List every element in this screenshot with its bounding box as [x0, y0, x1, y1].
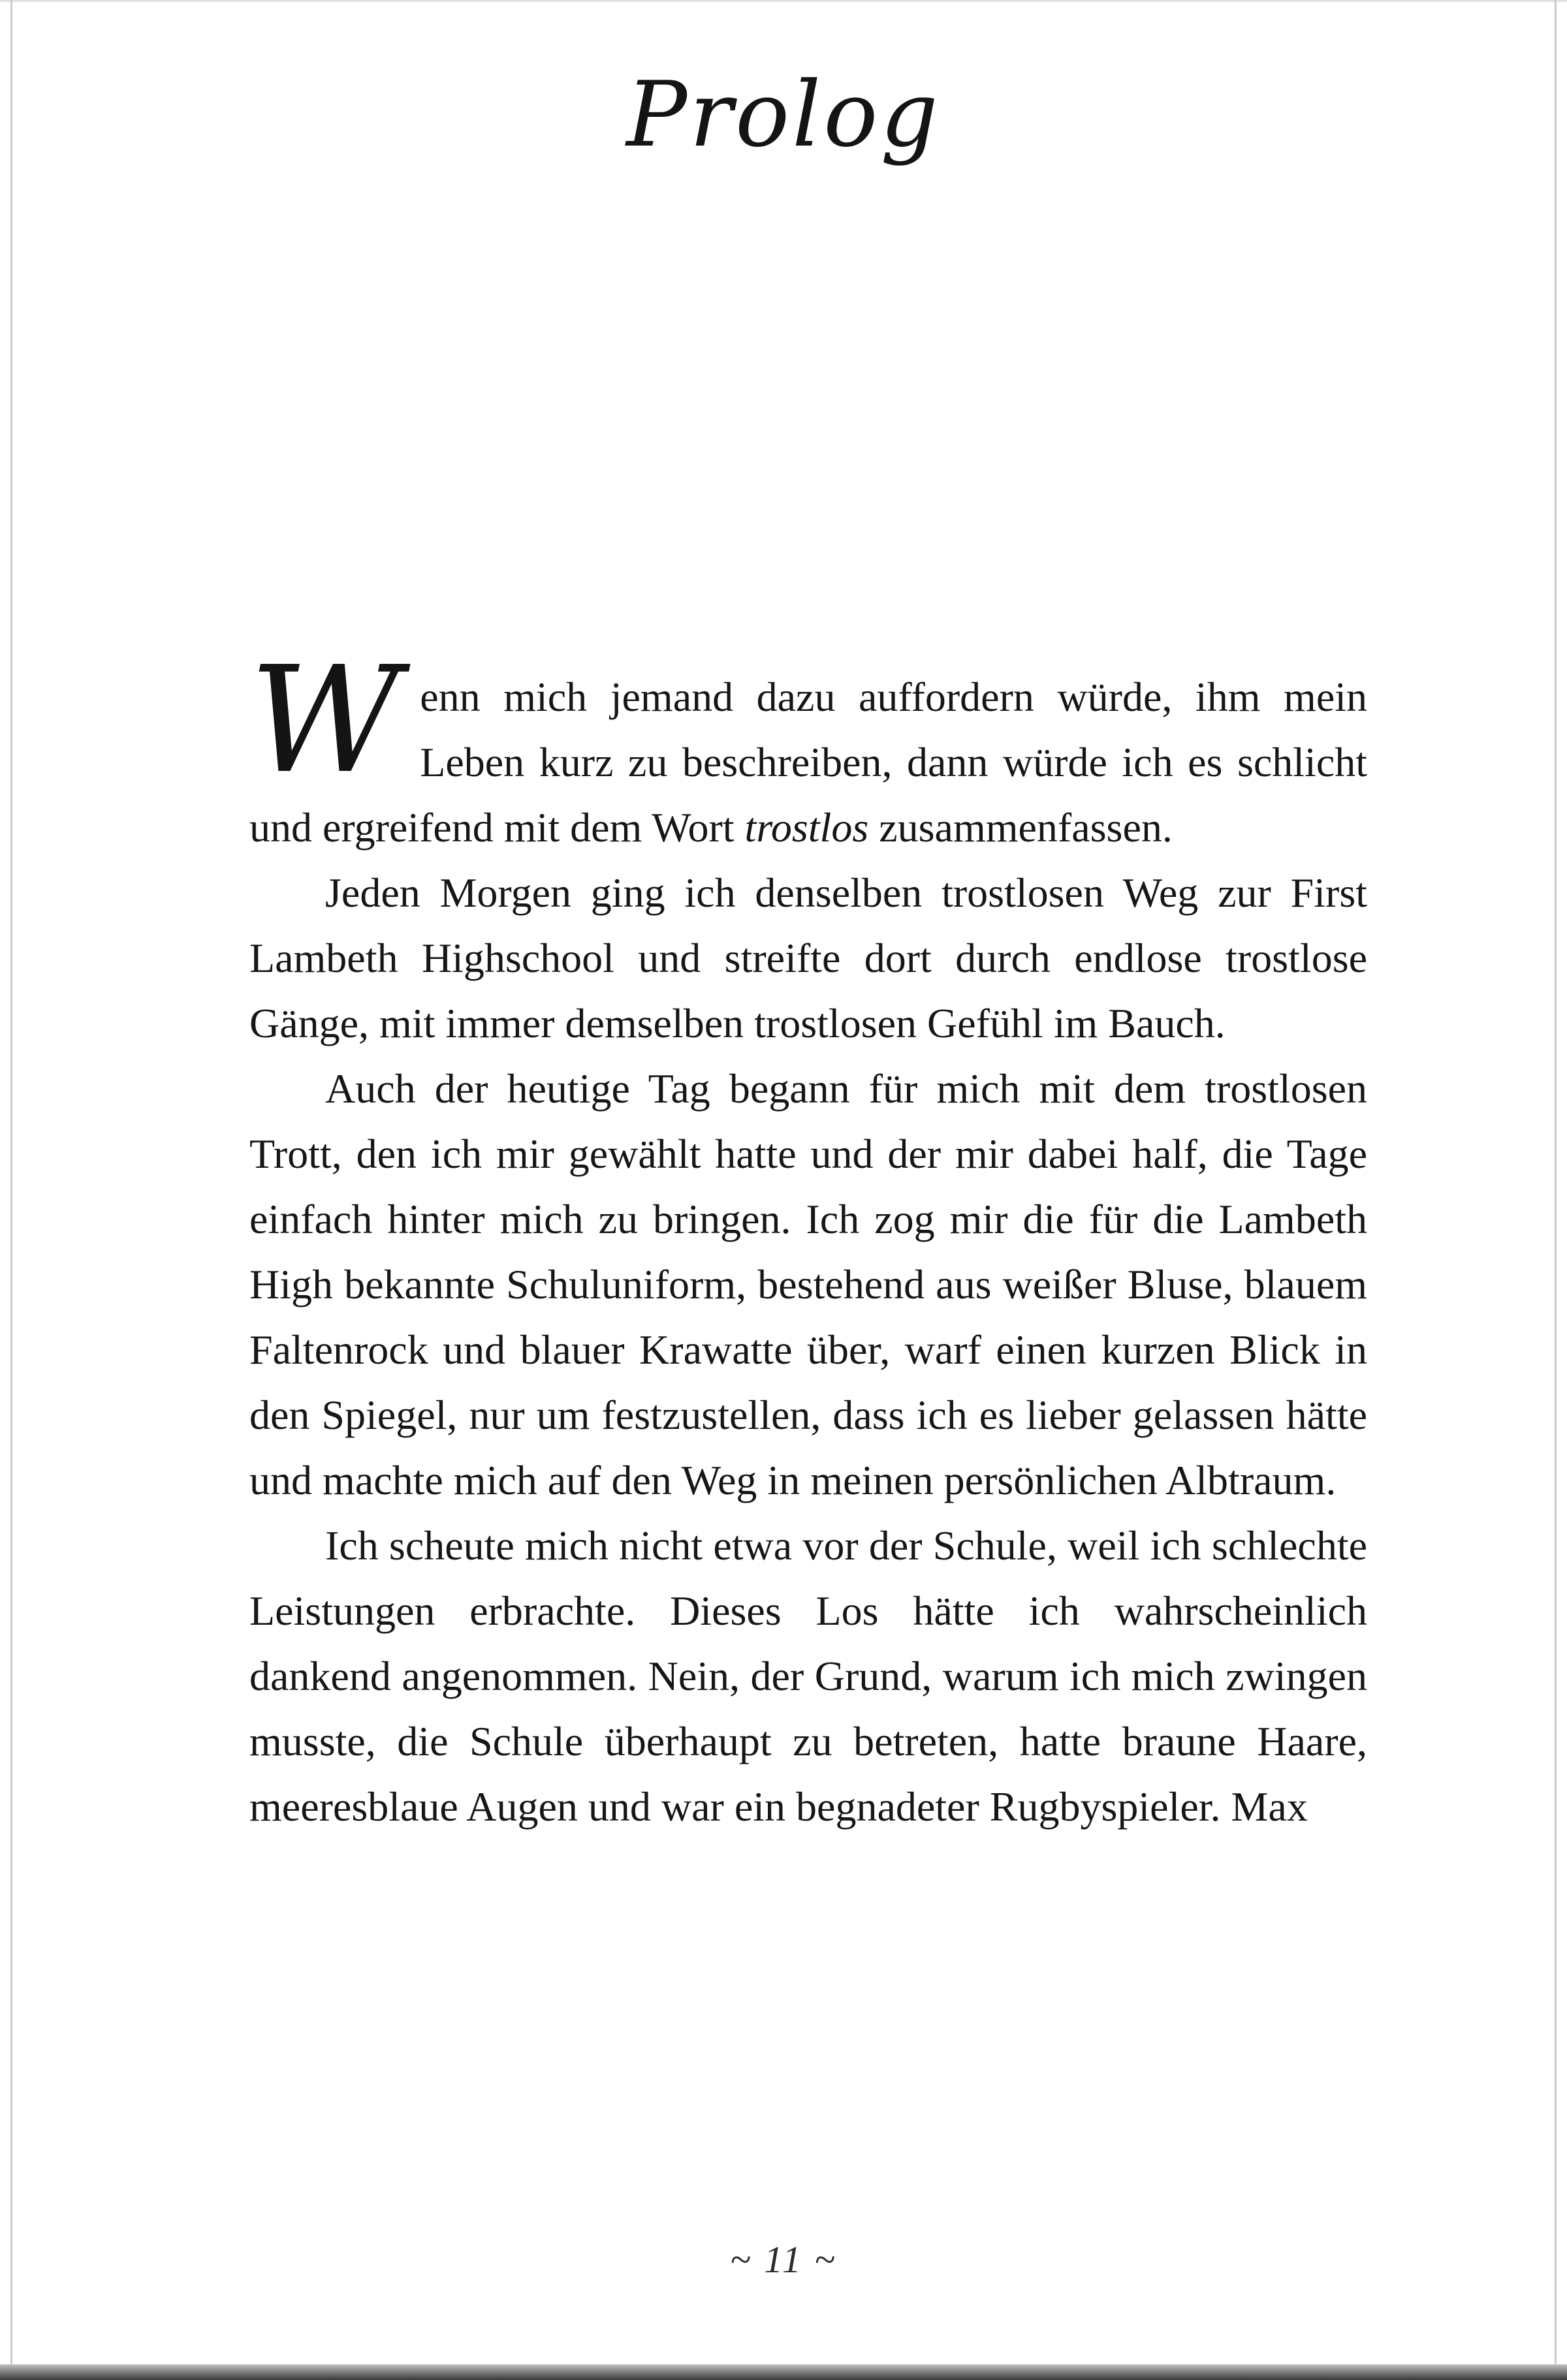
paragraph: [249, 1056, 1367, 1513]
emphasized-word: trostlos: [744, 804, 869, 851]
scan-bottom-edge: [0, 2364, 1567, 2380]
text-segment: zusammenfassen.: [868, 804, 1173, 851]
scan-top-edge: [0, 0, 1567, 2]
page-number: ~ 11 ~: [730, 2238, 837, 2281]
text-segment: enn mich jemand dazu auffordern würde, ihm mein Leben kurz zu beschreiben, dann würde ich es schlicht und ergreifend mit dem Wort: [249, 674, 1367, 851]
paragraph: [249, 635, 1367, 860]
chapter-title: Prolog: [626, 62, 941, 167]
body-text: [249, 635, 1367, 1840]
text-segment: Jeden Morgen ging ich denselben trostlosen Weg zur First Lambeth Highschool und streifte dort durch endlose trostlose Gänge, mit immer demselben trostlosen Gefühl im Bauch.: [249, 869, 1367, 1046]
paragraph: [249, 1513, 1367, 1840]
page-edge-right: [1555, 0, 1557, 2364]
drop-cap: W: [249, 635, 401, 806]
text-segment: Ich scheute mich nicht etwa vor der Schule, weil ich schlechte Leistungen erbrachte. Dieses Los hätte ich wahrscheinlich dankend angenommen. Nein, der Grund, warum ich mich zwingen musste, die Schule überhaupt zu betreten, hatte braune Haare, meeresblaue Augen und war ein begnadeter Rugbyspieler. Max: [249, 1522, 1367, 1830]
paragraph: [249, 860, 1367, 1056]
page-edge-left: [10, 0, 12, 2364]
text-segment: Auch der heutige Tag begann für mich mit dem trostlosen Trott, den ich mir gewählt hatte und der mir dabei half, die Tage einfach hinter mich zu bringen. Ich zog mir die für die Lambeth High bekannte Schuluniform, bestehend aus weißer Bluse, blauem Faltenrock und blauer Krawatte über, warf einen kurzen Blick in den Spiegel, nur um festzustellen, dass ich es lieber gelassen hätte und machte mich auf den Weg in meinen persönlichen Albtraum.: [249, 1065, 1367, 1503]
